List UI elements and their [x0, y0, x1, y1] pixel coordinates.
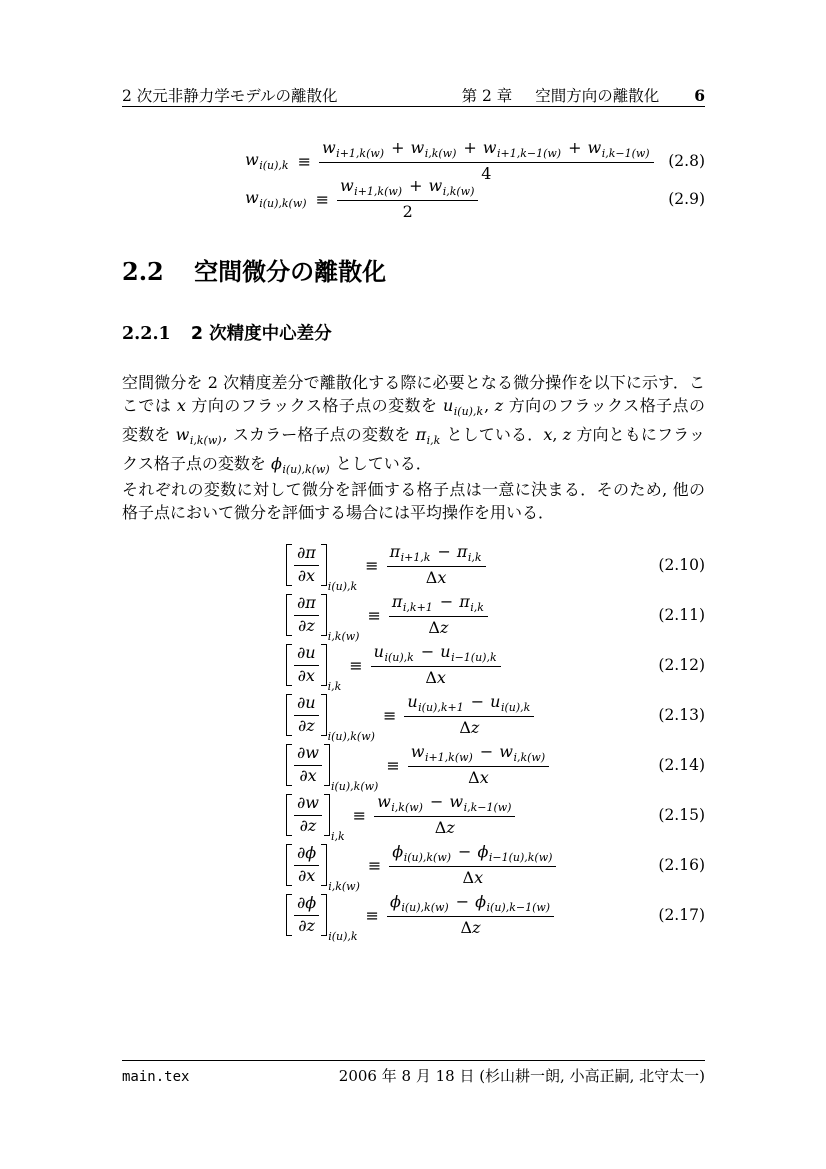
math-token: Δ [468, 767, 480, 787]
equation [122, 590, 705, 643]
subscript: i+1,k(w) [354, 184, 403, 198]
right-bracket [321, 544, 327, 586]
equation-number: (2.11) [658, 606, 705, 624]
equation [122, 137, 705, 183]
math-token: ∂x [297, 666, 315, 685]
fraction [371, 643, 501, 688]
evaluation-point-subscript: i(u),k [327, 579, 358, 593]
math-token: ϕ [270, 454, 282, 473]
math-token: x [543, 425, 553, 444]
bracketed-derivative [286, 793, 330, 837]
subscript: i,k(w) [189, 434, 222, 447]
fraction-numerator [294, 794, 322, 813]
math-token: Δ [428, 617, 440, 637]
operator: + [409, 175, 423, 195]
fraction-numerator [374, 793, 515, 815]
fraction [294, 644, 319, 686]
bracketed-derivative [286, 593, 327, 637]
fraction [294, 794, 322, 836]
fraction-numerator [294, 844, 319, 863]
math-token: u [442, 396, 454, 415]
math-token: としている． [330, 454, 432, 473]
fraction [387, 543, 486, 588]
math-token: z [439, 617, 449, 637]
math-token: ∂ϕ [297, 893, 317, 913]
operator: − [458, 841, 472, 861]
bracketed-derivative [286, 843, 327, 887]
math-token: Δ [434, 817, 447, 837]
equation-lhs [286, 543, 358, 593]
math-token: ϕ [389, 891, 401, 911]
math-token: z [470, 717, 480, 737]
header-chapter-label: 第 2 章 [461, 87, 513, 105]
right-bracket [321, 694, 327, 736]
evaluation-point-subscript: i,k [327, 679, 342, 693]
math-token: x [437, 567, 447, 587]
equation-lhs [286, 893, 358, 943]
subscript: i,k [426, 434, 441, 447]
math-token: w [339, 175, 354, 195]
math-token: z [472, 917, 481, 937]
fraction-denominator [458, 919, 484, 938]
operator: − [420, 641, 435, 661]
math-token: ∂x [297, 866, 316, 885]
equivalence-symbol: ≡ [352, 805, 367, 825]
evaluation-point-subscript: i,k(w) [327, 629, 360, 643]
left-bracket [286, 744, 292, 786]
math-token: w [449, 791, 464, 811]
equivalence-symbol: ≡ [297, 151, 311, 171]
fraction-denominator [423, 569, 450, 588]
fraction-denominator [425, 619, 451, 638]
equivalence-symbol: ≡ [382, 705, 397, 725]
derivative-equations-block [122, 540, 705, 943]
left-bracket [286, 594, 292, 636]
bracketed-derivative [286, 543, 327, 587]
footer-filename: main.tex [122, 1069, 190, 1085]
fraction [374, 793, 515, 838]
equivalence-symbol: ≡ [367, 855, 382, 875]
operator: − [437, 541, 451, 561]
left-bracket [286, 544, 292, 586]
equation [122, 840, 705, 893]
left-bracket [286, 644, 292, 686]
page-footer [122, 1065, 705, 1086]
fraction-numerator [371, 643, 501, 665]
math-token: ∂w [297, 743, 319, 763]
math-token: w [499, 741, 513, 761]
subscript: i(u),k+1 [418, 700, 464, 714]
subscript: i(u),k [259, 159, 289, 172]
fraction [294, 844, 319, 886]
fraction-denominator [295, 567, 318, 586]
fraction [337, 177, 478, 222]
fraction-denominator [465, 769, 492, 788]
math-token: x [436, 667, 446, 687]
math-token: 方向のフラックス格子点の変数を [185, 396, 443, 415]
equation [122, 690, 705, 743]
operator: + [463, 137, 477, 157]
right-bracket [321, 594, 327, 636]
right-bracket [321, 844, 327, 886]
fraction [408, 743, 549, 788]
equation-number: (2.12) [658, 656, 705, 674]
subscript: i(u),k(w) [282, 463, 330, 476]
subscript: i(u),k(w) [401, 900, 449, 914]
math-token: w [428, 175, 443, 195]
equation-number: (2.8) [668, 152, 705, 170]
fraction [294, 594, 319, 636]
fraction-numerator [294, 894, 319, 913]
operator: − [429, 791, 444, 811]
fraction [389, 593, 488, 638]
math-token: ∂x [297, 566, 316, 585]
math-token: w [245, 150, 259, 169]
subscript: i(u),k [500, 700, 531, 714]
math-token: ∂ϕ [297, 843, 317, 863]
fraction-numerator [337, 177, 478, 199]
math-token: ∂z [298, 616, 315, 635]
operator: + [568, 137, 582, 157]
subscript: i+1,k−1(w) [496, 146, 562, 160]
subscript: i,k [467, 550, 482, 564]
section-heading [122, 252, 386, 287]
math-token: π [459, 591, 470, 611]
evaluation-point-subscript: i(u),k(w) [327, 729, 375, 743]
math-token: z [494, 396, 504, 415]
math-token: , [552, 425, 563, 444]
page-header [122, 84, 705, 106]
equation-lhs [286, 743, 379, 793]
equation [122, 640, 705, 693]
equivalence-symbol: ≡ [367, 605, 381, 625]
math-token: w [587, 137, 602, 157]
fraction-denominator [295, 917, 318, 936]
fraction-denominator [295, 667, 318, 686]
subsection-heading [122, 320, 332, 345]
subscript: i−1(u),k [451, 650, 497, 664]
subscript: i,k−1(w) [463, 800, 512, 814]
bracketed-derivative [286, 743, 330, 787]
bracketed-derivative [286, 893, 327, 937]
math-token: w [321, 137, 336, 157]
fraction [389, 843, 556, 888]
equation-lhs [286, 843, 360, 893]
fraction-numerator [404, 693, 534, 715]
equivalence-symbol: ≡ [349, 655, 363, 675]
left-bracket [286, 894, 292, 936]
evaluation-point-subscript: i,k [330, 829, 345, 843]
equivalence-symbol: ≡ [365, 905, 379, 925]
fraction-numerator [294, 694, 319, 713]
page-number: 6 [694, 86, 705, 105]
operator: − [479, 741, 494, 761]
equation-lhs [286, 793, 345, 843]
right-bracket [324, 744, 330, 786]
math-token: Δ [459, 717, 471, 737]
math-token: w [377, 791, 391, 811]
subscript: i,k+1 [402, 600, 433, 614]
math-token: Δ [460, 917, 473, 937]
subscript: i,k−1(w) [601, 146, 650, 160]
math-token: ∂z [298, 916, 315, 935]
subscript: i(u),k(w) [259, 197, 307, 210]
equation-lhs [245, 188, 308, 210]
fraction-denominator [422, 669, 449, 688]
operator: − [455, 891, 470, 911]
math-token: Δ [425, 567, 438, 587]
operator: + [391, 137, 405, 157]
subscript: i,k(w) [424, 146, 457, 160]
math-token: ϕ [475, 891, 487, 911]
math-token: ∂u [297, 643, 316, 663]
section-number: 2.2 [122, 257, 164, 286]
math-token: ∂w [297, 793, 319, 813]
equation-lhs [286, 643, 342, 693]
fraction-denominator [296, 767, 319, 786]
math-token: π [456, 541, 468, 561]
equation [122, 540, 705, 593]
math-token: Δ [425, 667, 437, 687]
math-token: 方向ともにフラックス格子点の変数を [122, 425, 705, 473]
subscript: i−1(u),k(w) [488, 850, 553, 864]
evaluation-point-subscript: i(u),k [328, 929, 358, 943]
fraction-denominator [295, 867, 318, 886]
math-token: ϕ [477, 841, 489, 861]
math-token: w [410, 137, 425, 157]
subscript: i,k(w) [391, 800, 423, 814]
math-token: 方向のフラックス格子点の変数を [122, 396, 705, 444]
math-token: ∂π [297, 543, 316, 563]
fraction-numerator [294, 544, 319, 563]
fraction [404, 693, 534, 738]
fraction-numerator [389, 593, 488, 615]
math-token: Δ [462, 867, 475, 887]
right-bracket [321, 644, 327, 686]
subscript: i+1,k [400, 550, 431, 564]
math-token: x [176, 396, 186, 415]
section-title: 空間微分の離散化 [194, 258, 387, 286]
equation [122, 175, 705, 221]
fraction-denominator [460, 869, 487, 888]
fraction-numerator [294, 594, 319, 613]
averaging-equations-block [122, 137, 705, 221]
operator: − [439, 591, 454, 611]
equation [122, 890, 705, 943]
operator: − [470, 691, 485, 711]
subscript: i(u),k(w) [403, 850, 452, 864]
math-token: x [474, 867, 484, 887]
body-paragraph-1 [122, 371, 705, 481]
math-token: それぞれの変数に対して微分を評価する格子点は一意に決まる．そのため, 他の格子点において微分を評価する場合には平均操作を用いる． [122, 480, 705, 522]
footer-date-authors: 2006 年 8 月 18 日 (杉山耕一朗, 小高正嗣, 北守太一) [338, 1067, 705, 1085]
math-token: w [245, 188, 259, 207]
fraction-numerator [387, 893, 554, 915]
subscript: i(u),k−1(w) [486, 900, 551, 914]
header-chapter-title: 空間方向の離散化 [535, 87, 660, 105]
math-token: としている． [441, 425, 544, 444]
math-token: π [389, 541, 401, 561]
body-paragraph-2 [122, 478, 705, 524]
equation-number: (2.17) [658, 906, 705, 924]
fraction-numerator [294, 644, 319, 663]
subscript: i(u),k [384, 650, 414, 664]
math-token: ϕ [392, 841, 404, 861]
left-bracket [286, 694, 292, 736]
fraction-denominator [297, 817, 320, 836]
fraction-numerator [319, 139, 654, 161]
right-bracket [324, 794, 330, 836]
bracketed-derivative [286, 693, 327, 737]
math-token: , スカラー格子点の変数を [222, 425, 416, 444]
fraction [294, 694, 319, 736]
fraction [294, 744, 322, 786]
fraction-numerator [387, 543, 486, 565]
math-token: z [446, 817, 455, 837]
fraction [294, 894, 319, 936]
subscript: i,k [470, 600, 484, 614]
equivalence-symbol: ≡ [386, 755, 400, 775]
subscript: i(u),k [453, 405, 484, 418]
fraction-numerator [389, 843, 556, 865]
header-rule [122, 106, 705, 107]
math-token: , [484, 396, 495, 415]
math-token: π [415, 425, 427, 444]
subscript: i+1,k(w) [336, 146, 385, 160]
evaluation-point-subscript: i,k(w) [328, 879, 360, 893]
equation-number: (2.10) [658, 556, 705, 574]
fraction-denominator [432, 819, 458, 838]
math-token: ∂π [297, 593, 316, 613]
subscript: i,k(w) [442, 184, 475, 198]
equation-lhs [245, 150, 290, 172]
subscript: i+1,k(w) [424, 750, 473, 764]
math-token: w [175, 425, 190, 444]
header-left-title: 2 次元非静力学モデルの離散化 [122, 87, 338, 105]
math-token: w [410, 741, 425, 761]
bracketed-derivative [286, 643, 327, 687]
equivalence-symbol: ≡ [365, 555, 379, 575]
math-token: 2 [402, 201, 413, 221]
math-token: ∂u [297, 693, 316, 713]
fraction-denominator [456, 719, 482, 738]
math-token: ∂x [299, 766, 317, 785]
math-token: u [440, 641, 451, 661]
math-token: ∂z [297, 716, 315, 735]
subsection-title: 2 次精度中心差分 [190, 324, 332, 344]
math-token: u [373, 641, 384, 661]
equivalence-symbol: ≡ [315, 189, 329, 209]
math-token: π [391, 591, 403, 611]
header-right [462, 84, 705, 106]
evaluation-point-subscript: i(u),k(w) [330, 779, 379, 793]
math-token: u [407, 691, 418, 711]
math-token: 4 [481, 163, 492, 183]
equation-number: (2.9) [668, 190, 705, 208]
right-bracket [321, 894, 327, 936]
left-bracket [286, 794, 292, 836]
subsection-number: 2.2.1 [122, 324, 171, 344]
fraction [294, 544, 319, 586]
fraction-denominator [295, 717, 318, 736]
equation-lhs [286, 693, 375, 743]
equation-number: (2.13) [658, 706, 705, 724]
fraction-numerator [408, 743, 549, 765]
equation-number: (2.15) [658, 806, 705, 824]
math-token: 空間微分を 2 次精度差分で離散化する際に必要となる微分操作を以下に示す．ここでは [122, 373, 705, 415]
equation-number: (2.16) [658, 856, 705, 874]
math-token: u [490, 691, 501, 711]
equation [122, 790, 705, 843]
fraction-denominator [400, 203, 416, 222]
equation [122, 740, 705, 793]
footer-rule [122, 1060, 705, 1061]
fraction-numerator [294, 744, 322, 763]
left-bracket [286, 844, 292, 886]
equation-number: (2.14) [658, 756, 705, 774]
math-token: w [482, 137, 497, 157]
math-token: ∂z [299, 816, 317, 835]
subscript: i,k(w) [513, 750, 546, 764]
fraction-denominator [295, 617, 318, 636]
equation-lhs [286, 593, 360, 643]
fraction [387, 893, 554, 938]
math-token: x [479, 767, 489, 787]
math-token: z [562, 425, 572, 444]
